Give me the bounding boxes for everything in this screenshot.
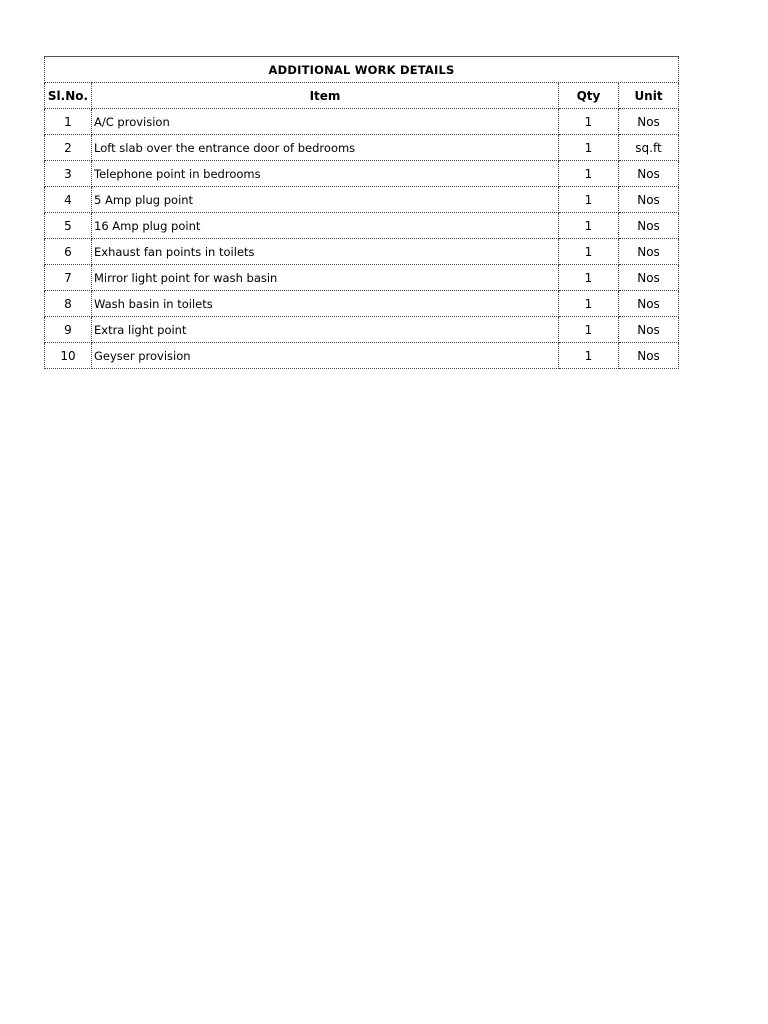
unit-cell: Nos bbox=[619, 161, 679, 187]
sl-no-cell: 2 bbox=[45, 135, 92, 161]
sl-no-cell: 1 bbox=[45, 109, 92, 135]
qty-cell: 1 bbox=[559, 109, 619, 135]
additional-work-table bbox=[44, 56, 679, 369]
item-cell: A/C provision bbox=[92, 109, 559, 135]
table-body bbox=[45, 109, 679, 369]
qty-cell: 1 bbox=[559, 213, 619, 239]
sl-no-cell: 6 bbox=[45, 239, 92, 265]
sl-no-cell: 3 bbox=[45, 161, 92, 187]
table-row bbox=[45, 135, 679, 161]
header-qty: Qty bbox=[559, 83, 619, 109]
qty-cell: 1 bbox=[559, 265, 619, 291]
unit-cell: Nos bbox=[619, 317, 679, 343]
qty-cell: 1 bbox=[559, 187, 619, 213]
item-cell: 16 Amp plug point bbox=[92, 213, 559, 239]
unit-cell: Nos bbox=[619, 187, 679, 213]
sl-no-cell: 9 bbox=[45, 317, 92, 343]
table-row bbox=[45, 239, 679, 265]
table-row bbox=[45, 161, 679, 187]
unit-cell: Nos bbox=[619, 343, 679, 369]
item-cell: Exhaust fan points in toilets bbox=[92, 239, 559, 265]
qty-cell: 1 bbox=[559, 343, 619, 369]
table-row bbox=[45, 317, 679, 343]
table-title-row bbox=[45, 57, 679, 83]
table-row bbox=[45, 265, 679, 291]
unit-cell: Nos bbox=[619, 109, 679, 135]
item-cell: Loft slab over the entrance door of bedrooms bbox=[92, 135, 559, 161]
item-cell: Extra light point bbox=[92, 317, 559, 343]
qty-cell: 1 bbox=[559, 291, 619, 317]
qty-cell: 1 bbox=[559, 239, 619, 265]
item-cell: Mirror light point for wash basin bbox=[92, 265, 559, 291]
table-row bbox=[45, 291, 679, 317]
unit-cell: Nos bbox=[619, 265, 679, 291]
qty-cell: 1 bbox=[559, 135, 619, 161]
table-row bbox=[45, 187, 679, 213]
sl-no-cell: 4 bbox=[45, 187, 92, 213]
sl-no-cell: 5 bbox=[45, 213, 92, 239]
unit-cell: sq.ft bbox=[619, 135, 679, 161]
sl-no-cell: 7 bbox=[45, 265, 92, 291]
table-row bbox=[45, 213, 679, 239]
table-row bbox=[45, 109, 679, 135]
qty-cell: 1 bbox=[559, 161, 619, 187]
unit-cell: Nos bbox=[619, 213, 679, 239]
qty-cell: 1 bbox=[559, 317, 619, 343]
header-item: Item bbox=[92, 83, 559, 109]
item-cell: Wash basin in toilets bbox=[92, 291, 559, 317]
table-title: ADDITIONAL WORK DETAILS bbox=[45, 57, 679, 83]
sl-no-cell: 8 bbox=[45, 291, 92, 317]
table-row bbox=[45, 343, 679, 369]
item-cell: Geyser provision bbox=[92, 343, 559, 369]
header-sl-no: Sl.No. bbox=[45, 83, 92, 109]
item-cell: Telephone point in bedrooms bbox=[92, 161, 559, 187]
item-cell: 5 Amp plug point bbox=[92, 187, 559, 213]
sl-no-cell: 10 bbox=[45, 343, 92, 369]
unit-cell: Nos bbox=[619, 239, 679, 265]
header-unit: Unit bbox=[619, 83, 679, 109]
table-header-row bbox=[45, 83, 679, 109]
unit-cell: Nos bbox=[619, 291, 679, 317]
